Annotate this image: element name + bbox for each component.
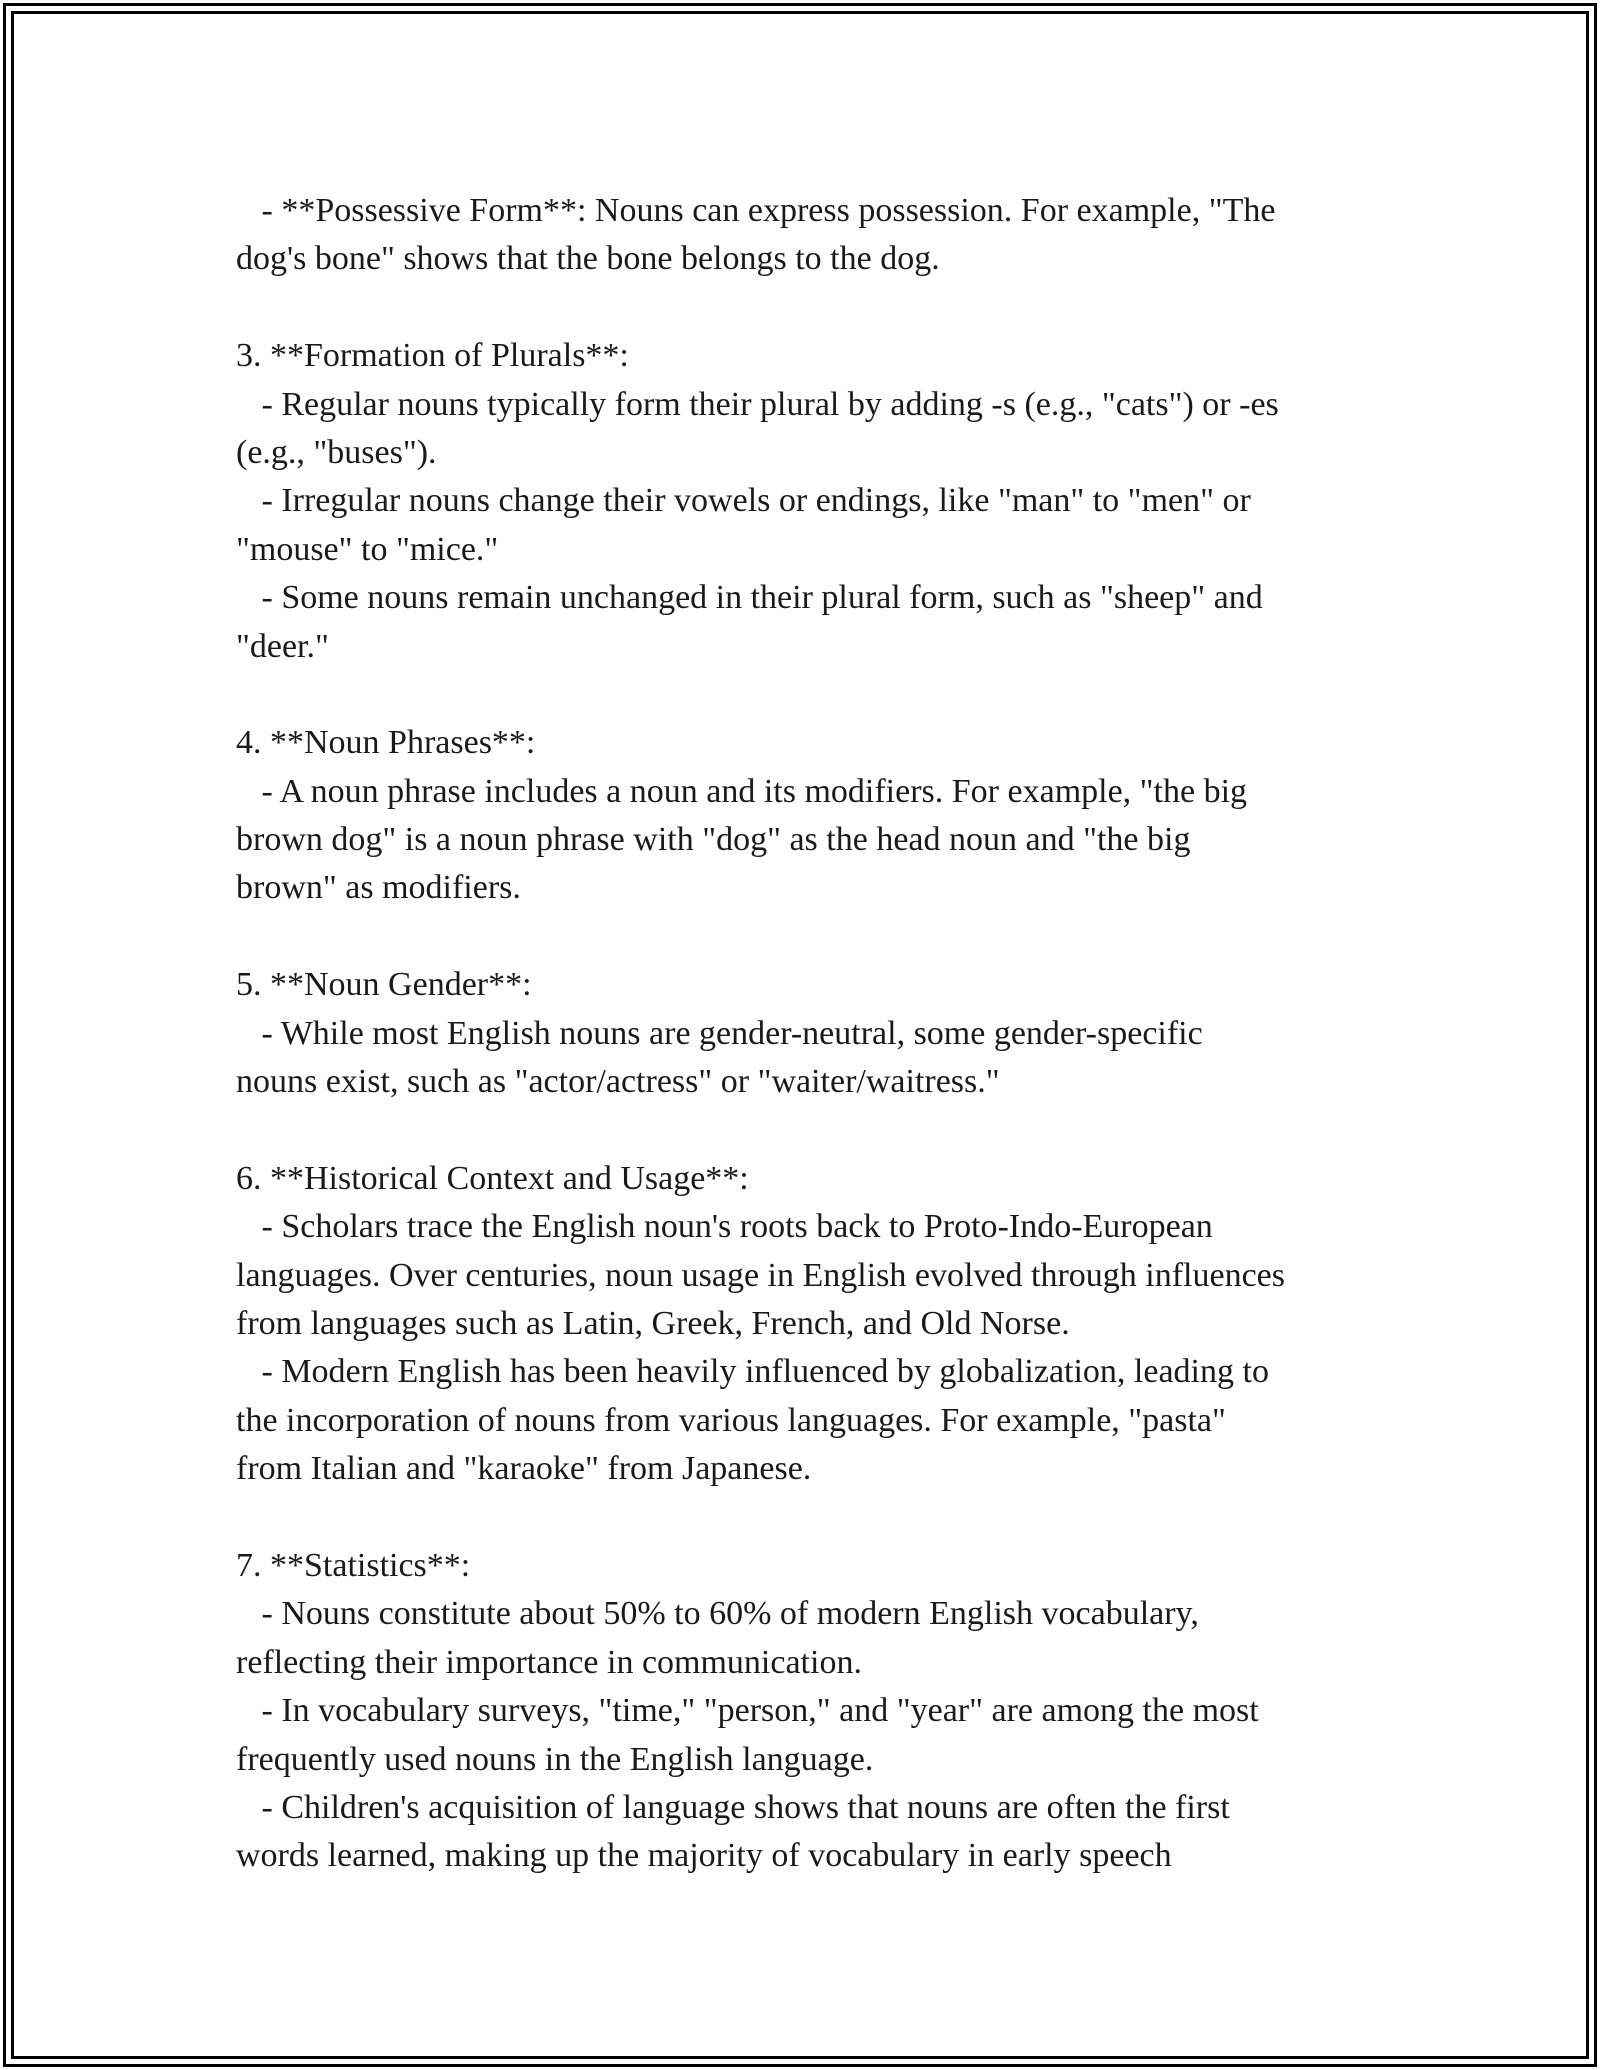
- text-line: brown dog" is a noun phrase with "dog" as the head noun and "the big: [236, 821, 1191, 859]
- text-line: from Italian and "karaoke" from Japanese.: [236, 1450, 812, 1488]
- text-line: dog's bone" shows that the bone belongs to the dog.: [236, 240, 940, 278]
- text-line: "deer.": [236, 627, 329, 665]
- text-line: frequently used nouns in the English language.: [236, 1740, 874, 1778]
- document-body: [236, 187, 1376, 1881]
- text-line: 3. **Formation of Plurals**:: [236, 337, 629, 375]
- text-line: - **Possessive Form**: Nouns can express possession. For example, "The: [236, 192, 1276, 229]
- text-line: 7. **Statistics**:: [236, 1546, 471, 1584]
- text-line: reflecting their importance in communication.: [236, 1643, 862, 1681]
- text-line: from languages such as Latin, Greek, French, and Old Norse.: [236, 1304, 1070, 1342]
- text-line: - Some nouns remain unchanged in their plural form, such as "sheep" and: [236, 579, 1263, 617]
- text-line: - Children's acquisition of language shows that nouns are often the first: [236, 1788, 1230, 1826]
- text-line: - Scholars trace the English noun's roots back to Proto-Indo-European: [236, 1208, 1213, 1246]
- text-line: the incorporation of nouns from various languages. For example, "pasta": [236, 1401, 1226, 1439]
- text-line: brown" as modifiers.: [236, 869, 521, 907]
- blank-line: [236, 1494, 1376, 1542]
- text-line: 5. **Noun Gender**:: [236, 966, 532, 1004]
- text-line: nouns exist, such as "actor/actress" or "waiter/waitress.": [236, 1063, 1000, 1101]
- text-line: 4. **Noun Phrases**:: [236, 724, 536, 762]
- blank-line: [236, 913, 1376, 961]
- blank-line: [236, 671, 1376, 719]
- text-line: words learned, making up the majority of vocabulary in early speech: [236, 1837, 1172, 1875]
- blank-line: [236, 1106, 1376, 1154]
- text-line: - Nouns constitute about 50% to 60% of modern English vocabulary,: [236, 1595, 1199, 1633]
- text-line: - Irregular nouns change their vowels or endings, like "man" to "men" or: [236, 482, 1251, 520]
- text-line: 6. **Historical Context and Usage**:: [236, 1159, 749, 1197]
- text-line: "mouse" to "mice.": [236, 530, 499, 568]
- text-line: - A noun phrase includes a noun and its modifiers. For example, "the big: [236, 772, 1248, 810]
- text-line: - While most English nouns are gender-neutral, some gender-specific: [236, 1014, 1203, 1052]
- text-line: - Regular nouns typically form their plural by adding -s (e.g., "cats") or -es: [236, 385, 1279, 423]
- text-line: - Modern English has been heavily influenced by globalization, leading to: [236, 1353, 1269, 1391]
- text-line: (e.g., "buses").: [236, 433, 437, 471]
- text-line: - In vocabulary surveys, "time," "person," and "year" are among the most: [236, 1692, 1259, 1730]
- text-line: languages. Over centuries, noun usage in English evolved through influences: [236, 1256, 1286, 1294]
- blank-line: [236, 284, 1376, 332]
